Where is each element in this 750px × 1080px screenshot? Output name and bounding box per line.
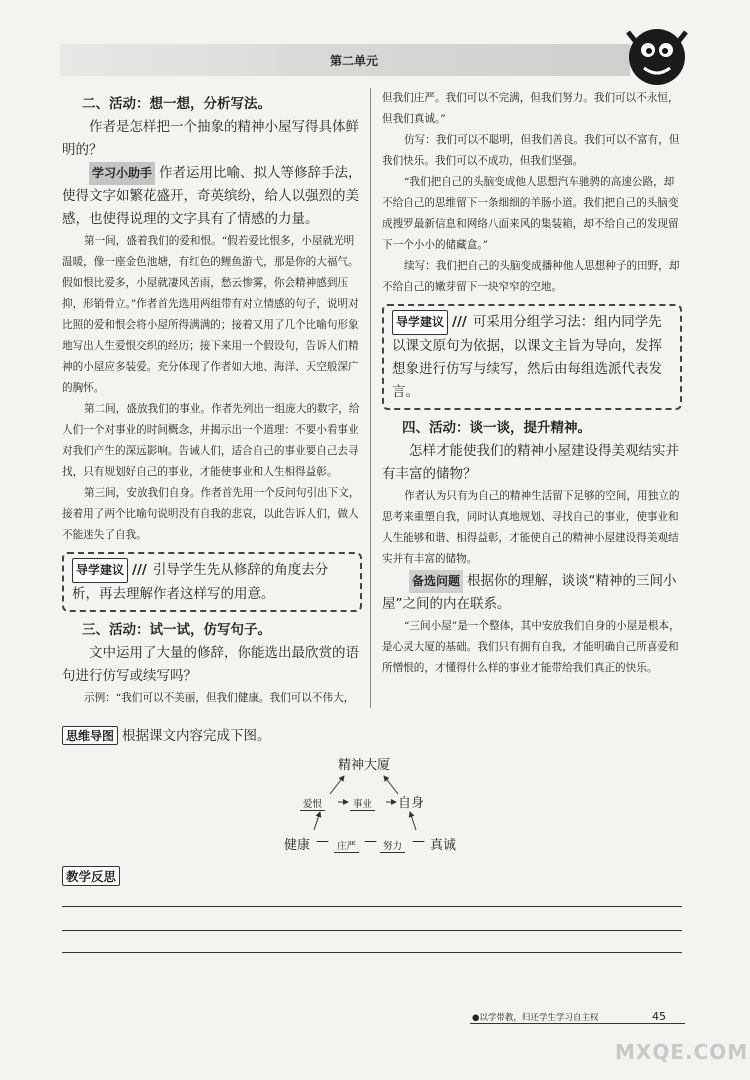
suggest-text: 引导学生先从修辞的角度去分析，再去理解作者这样写的用意。 — [72, 562, 329, 602]
node-effort: 努力 — [380, 838, 405, 853]
section2-question: 作者是怎样把一个抽象的精神小屋写得具体鲜明的？ — [62, 119, 359, 158]
teaching-reflection — [62, 866, 682, 886]
watermark: MXQE.COM — [615, 1040, 749, 1064]
node-love-hate: 爱恨 — [300, 796, 325, 811]
alt-answer: “三间小屋”是一个整体，其中安放我们自身的小屋是根本，是心灵大厦的基础。我们只有拥有自我，才能明确自己所喜爱和所憎恨的，才懂得什么样的事业才能带给我们真正的快乐。 — [382, 620, 680, 674]
reflection-tag: 教学反思 — [62, 866, 120, 886]
writing-line-1[interactable] — [62, 906, 682, 907]
example-continuation: 但我们庄严。我们可以不完满，但我们努力。我们可以不永恒，但我们真诚。” — [382, 92, 679, 125]
mind-map-tag: 思维导图 — [62, 726, 118, 745]
footer-line — [470, 1023, 685, 1024]
page-number: 45 — [652, 1010, 666, 1023]
mind-map-instruction: 根据课文内容完成下图。 — [122, 728, 271, 744]
node-spirit-building: 精神大厦 — [338, 758, 391, 773]
suggest-tag: 导学建议 — [72, 558, 128, 583]
dash-1: — — [316, 834, 329, 849]
column-divider — [370, 88, 371, 708]
section4-answer: 作者认为只有为自己的精神生活留下足够的空间，用独立的思考来重塑自我，同时认真地规划、寻找自己的事业，使事业和人生能够和谐、相得益彰，才能使自己的精神小屋建设得美观结实并有丰富的储物。 — [382, 490, 680, 565]
footer-motto: ●以学带教，归还学生学习自主权 — [472, 1013, 599, 1023]
helper-text: 作者运用比喻、拟人等修辞手法，使得文字如繁花盛开，奇英缤纷，给人以强烈的美感，也使得说理的文字具有了情感的力量。 — [62, 165, 362, 227]
quote-2: “我们把自己的头脑变成他人思想汽车驰骋的高速公路，却不给自己的思维留下一条细细的羊肠小道。我们把自己的头脑变成搜罗最新信息和网络八面来风的集装箱，却不给自己的发现留下一个小小的储藏盒。” — [382, 176, 679, 251]
continuation-text: 续写：我们把自己的头脑变成播种他人思想种子的田野，却不给自己的嫩芽留下一块窄窄的空地。 — [382, 260, 680, 293]
node-sincere: 真诚 — [430, 838, 457, 853]
section4-question: 怎样才能使我们的精神小屋建设得美观结实并有丰富的储物？ — [382, 443, 679, 482]
dash-2: — — [364, 834, 377, 849]
section2-heading: 二、活动：想一想，分析写法。 — [82, 96, 271, 112]
example-text: 示例：“我们可以不美丽，但我们健康。我们可以不伟大， — [84, 692, 355, 704]
mind-map — [62, 724, 682, 864]
alt-question: 根据你的理解，谈谈“精神的三间小屋”之间的内在联系。 — [382, 573, 677, 612]
alt-tag: 备选问题 — [409, 570, 463, 593]
suggestion-box-right — [382, 304, 682, 410]
section3-question: 文中运用了大量的修辞，你能选出最欣赏的语句进行仿写或续写吗？ — [62, 645, 359, 684]
analysis-room-2: 第二间，盛放我们的事业。作者先列出一组庞大的数字，给人们一个对事业的时间概念，并揭示出一个道理：不要小看事业对我们产生的深远影响。告诫人们，适合自己的事业要自己去寻找，只有规划好自己的事业，才能使事业和人生相得益彰。 — [62, 403, 360, 478]
dash-3: — — [412, 834, 425, 849]
unit-title: 第二单元 — [330, 54, 379, 68]
helper-tag: 学习小助手 — [89, 162, 155, 185]
writing-line-2[interactable] — [62, 930, 682, 931]
section4-heading: 四、活动：谈一谈，提升精神。 — [402, 420, 591, 436]
slashes-decoration: /// — [452, 314, 467, 330]
node-solemn: 庄严 — [334, 838, 359, 853]
analysis-room-1: 第一间，盛着我们的爱和恨。“假若爱比恨多，小屋就光明温暖，像一座金色池塘，有红色的鲤鱼游弋，那是你的大福气。假如恨比爱多，小屋就凄风苦雨，愁云惨雾，你会精神感到压抑，形销骨立。”作者首先选用两组带有对立情感的句子，说明对比照的爱和恨会将小屋所得满满的；接着又用了几个比喻句形象地写出人生爱恨交织的经历；接下来用一个假设句，告诉人们精神的小屋应多装爱。充分体现了作者如大地、海洋、天空般深广的胸怀。 — [62, 235, 359, 394]
section3-heading: 三、活动：试一试，仿写句子。 — [82, 622, 271, 638]
imitation-text: 仿写：我们可以不聪明，但我们善良。我们可以不富有，但我们快乐。我们可以不成功，但我们坚强。 — [382, 134, 680, 167]
writing-line-3[interactable] — [62, 952, 682, 953]
node-self: 自身 — [398, 796, 425, 811]
slashes-decoration: /// — [132, 562, 147, 578]
node-health: 健康 — [284, 838, 311, 853]
helper-paragraph — [62, 162, 362, 231]
left-column — [62, 88, 362, 709]
suggestion-box-left — [62, 552, 362, 612]
analysis-room-3: 第三间，安放我们自身。作者首先用一个反问句引出下文，接着用了两个比喻句说明没有自我的悲哀，以此告诉人们，做人不能迷失了自我。 — [62, 487, 360, 541]
mascot-icon — [624, 24, 690, 90]
suggest-tag: 导学建议 — [392, 310, 448, 335]
suggest-text: 可采用分组学习法：组内同学先以课文原句为依据，以课文主旨为导向，发挥想象进行仿写与续写，然后由每组选派代表发言。 — [392, 314, 662, 400]
alt-question-paragraph — [382, 570, 682, 616]
node-career: 事业 — [350, 796, 375, 811]
right-column — [382, 88, 682, 679]
